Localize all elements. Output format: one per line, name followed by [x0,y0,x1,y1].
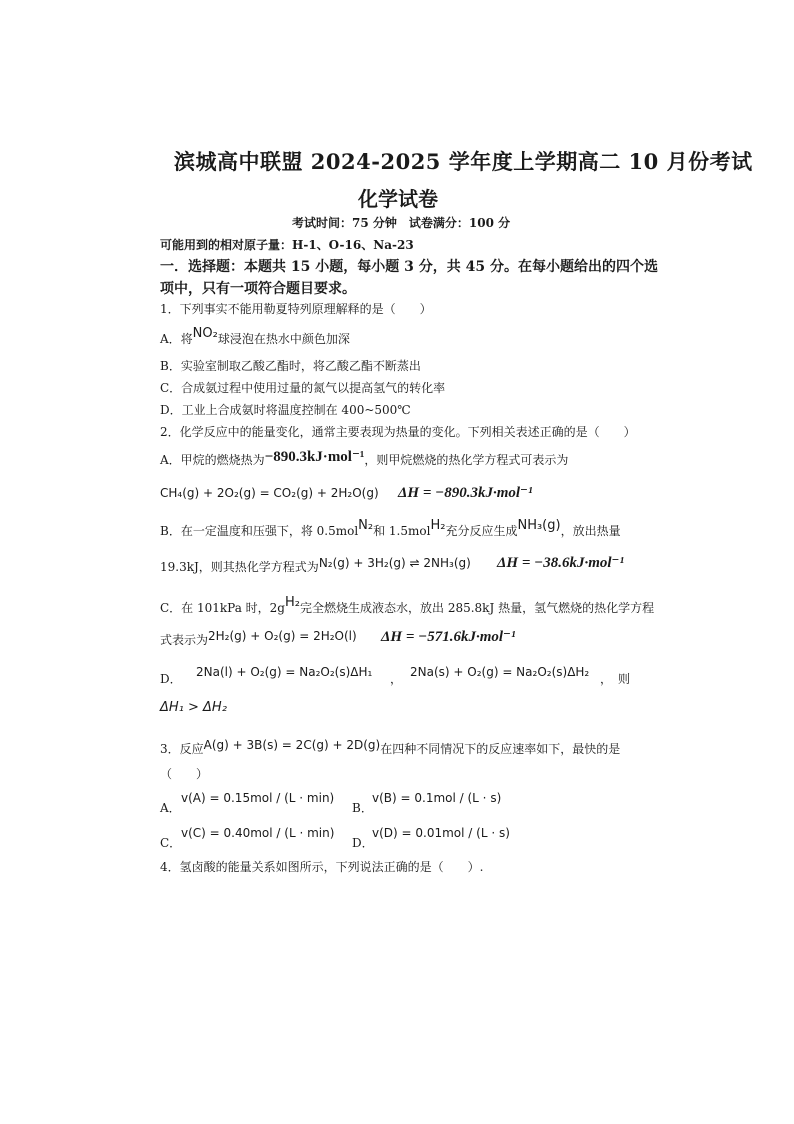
section-heading-line1: 一．选择题：本题共 15 小题，每小题 3 分，共 45 分。在每小题给出的四个选 [160,259,658,275]
q2-a-value: −890.3kJ·mol⁻¹ [264,449,365,465]
q2-option-b-line1 [160,518,621,539]
q2-option-c-line2 [160,631,357,648]
q3-b-label: B． [352,801,373,815]
q3-equation: A(g) + 3B(s) = 2C(g) + 2D(g) [203,738,381,752]
exam-title: 滨城高中联盟 2024-2025 学年度上学期高二 10 月份考试 [174,149,753,174]
q3-c-value: v(C) = 0.40mol / (L · min) [181,826,335,840]
q3-a-value: v(A) = 0.15mol / (L · min) [181,791,335,805]
q2-a-enthalpy: ΔH = −890.3kJ·mol⁻¹ [398,485,533,501]
q2-b-n2: N₂ [358,518,374,533]
q2-option-b-line2 [160,558,471,575]
q2-option-c-line1 [160,595,655,616]
q2-option-d-label: D． [160,672,182,686]
q2-c-suffix: 完全燃烧生成液态水，放出 285.8kJ 热量，氢气燃烧的热化学方程 [300,601,655,615]
q4-stem: 4．氢卤酸的能量关系如图所示，下列说法正确的是（ ）. [160,860,484,874]
q2-d-condition: ΔH₁ > ΔH₂ [160,700,227,715]
exam-info: 考试时间：75 分钟 试卷满分：100 分 [292,216,511,230]
q2-d-then: ， 则 [600,672,631,686]
q2-c-enthalpy: ΔH = −571.6kJ·mol⁻¹ [381,629,516,645]
q2-c-prefix: C．在 101kPa 时，2g [160,601,285,615]
q1-a-prefix: A．将 [160,332,193,346]
q2-c-equation: 2H₂(g) + O₂(g) = 2H₂O(l) [208,629,357,643]
q1-option-d: D．工业上合成氨时将温度控制在 400~500℃ [160,403,411,417]
q1-option-b: B．实验室制取乙酸乙酯时，将乙酸乙酯不断蒸出 [160,359,421,373]
q2-a-suffix: ，则甲烷燃烧的热化学方程式可表示为 [364,453,569,467]
q2-b-prefix: B．在一定温度和压强下，将 0.5mol [160,524,359,538]
q2-a-equation: CH₄(g) + 2O₂(g) = CO₂(g) + 2H₂O(g) [160,486,379,500]
section-heading-line2: 项中，只有一项符合题目要求。 [160,281,356,297]
q1-option-a [160,326,350,347]
q2-b-enthalpy: ΔH = −38.6kJ·mol⁻¹ [497,555,624,571]
q1-a-formula: NO₂ [192,326,218,341]
q2-b-nh3: NH₃(g) [517,518,561,533]
q3-d-label: D． [352,836,374,850]
q2-stem: 2．化学反应中的能量变化，通常主要表现为热量的变化。下列相关表述正确的是（ ） [160,425,636,439]
q1-a-suffix: 球浸泡在热水中颜色加深 [217,332,350,346]
q3-c-label: C． [160,836,182,850]
q3-suffix: 在四种不同情况下的反应速率如下，最快的是 [380,742,621,756]
q3-stem [160,740,620,757]
q2-d-equation1: 2Na(l) + O₂(g) = Na₂O₂(s)ΔH₁ [196,665,373,679]
q2-b-suffix: ，放出热量 [560,524,621,538]
q2-d-comma: ， [390,672,403,686]
q2-c-h2: H₂ [285,595,300,610]
q3-b-value: v(B) = 0.1mol / (L · s) [372,791,502,805]
q1-option-c: C．合成氨过程中使用过量的氮气以提高氢气的转化率 [160,381,446,395]
q2-c-line2-prefix: 式表示为 [160,633,209,647]
q3-a-label: A． [160,801,181,815]
q2-b-equation: N₂(g) + 3H₂(g) ⇌ 2NH₃(g) [318,556,471,570]
q2-option-a-line1 [160,450,568,469]
q2-b-line2-prefix: 19.3kJ，则其热化学方程式为 [160,560,319,574]
q3-prefix: 3．反应 [160,742,204,756]
atomic-masses: 可能用到的相对原子量：H-1、O-16、Na-23 [160,238,414,252]
q2-a-prefix: A．甲烷的燃烧热为 [160,453,265,467]
q2-b-h2: H₂ [430,518,446,533]
q2-b-mid2: 充分反应生成 [445,524,518,538]
q3-d-value: v(D) = 0.01mol / (L · s) [372,826,510,840]
exam-subtitle: 化学试卷 [358,187,438,211]
q3-paren: （ ） [160,767,209,781]
q1-stem: 1．下列事实不能用勒夏特列原理解释的是（ ） [160,302,432,316]
q2-b-mid: 和 1.5mol [373,524,431,538]
q2-d-equation2: 2Na(s) + O₂(g) = Na₂O₂(s)ΔH₂ [410,665,590,679]
